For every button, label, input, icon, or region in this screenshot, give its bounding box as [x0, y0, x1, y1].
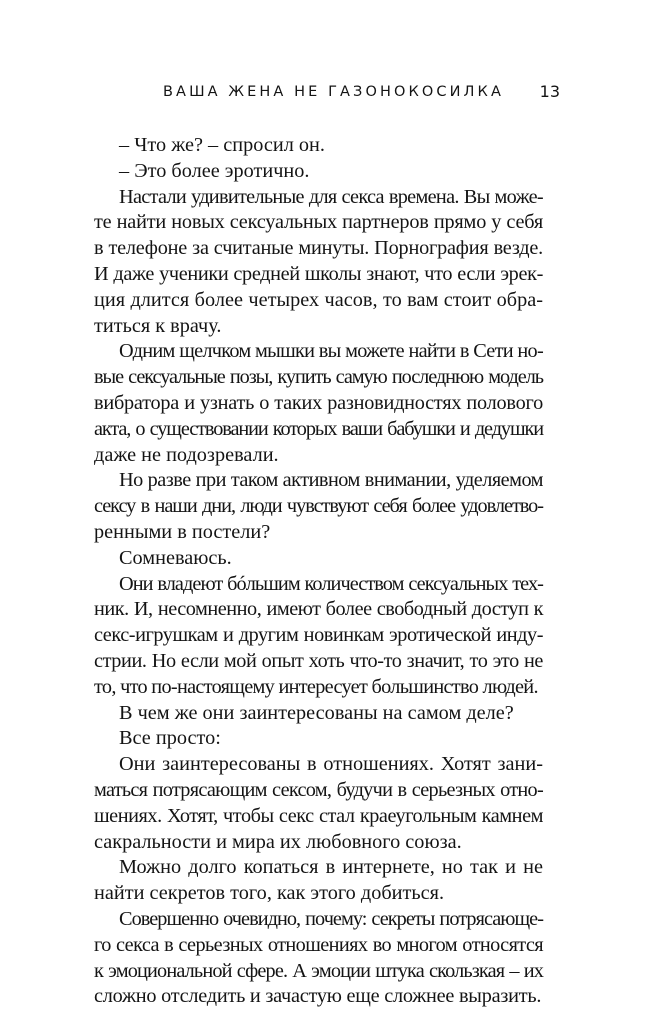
- paragraph: [94, 468, 543, 545]
- page-number: 13: [539, 82, 560, 101]
- body-text: [94, 133, 543, 1010]
- paragraph: [94, 572, 543, 701]
- text-line: найти секретов того, как этого добиться.: [94, 882, 445, 905]
- text-line: к эмоциональной сфере. А эмоции штука скользкая – их: [94, 959, 543, 982]
- paragraph: [94, 855, 543, 907]
- text-line: в телефоне за считаные минуты. Порнография везде.: [94, 237, 543, 260]
- text-line: И даже ученики средней школы знают, что если эрек-: [94, 262, 543, 285]
- text-line: те найти новых сексуальных партнеров прямо у себя: [94, 211, 543, 234]
- text-line: Они заинтересованы в отношениях. Хотят зани-: [119, 753, 543, 776]
- text-line: Одним щелчком мышки вы можете найти в Сети но-: [119, 340, 543, 363]
- text-line: стрии. Но если мой опыт хоть что-то значит, то это не: [94, 649, 543, 672]
- text-line: то, что по-настоящему интересует большинство людей.: [94, 675, 538, 698]
- text-line: сакральности и мира их любовного союза.: [94, 830, 462, 853]
- text-line: Сомневаюсь.: [119, 546, 232, 569]
- paragraph: [94, 752, 543, 855]
- text-line: вибратора и узнать о таких разновидностях полового: [94, 391, 543, 414]
- text-line: го секса в серьезных отношениях во многом относятся: [94, 933, 543, 956]
- text-line: ренными в постели?: [94, 520, 271, 543]
- text-line: акта, о существовании которых ваши бабушки и дедушки: [94, 417, 543, 440]
- text-line: Настали удивительные для секса времена. Вы може-: [119, 185, 543, 208]
- paragraph: [94, 159, 543, 185]
- text-line: сложно отследить и зачастую еще сложнее выразить.: [94, 985, 542, 1008]
- text-line: маться потрясающим сексом, будучи в серьезных отно-: [94, 778, 543, 801]
- paragraph: [94, 726, 543, 752]
- paragraph: [94, 546, 543, 572]
- text-line: секс-игрушкам и другим новинкам эротической инду-: [94, 624, 543, 647]
- text-line: Совершенно очевидно, почему: секреты потрясающе-: [119, 907, 543, 930]
- text-line: шениях. Хотят, чтобы секс стал краеугольным камнем: [94, 804, 543, 827]
- text-line: титься к врачу.: [94, 314, 222, 337]
- paragraph: [94, 185, 543, 340]
- text-line: Но разве при таком активном внимании, уделяемом: [119, 469, 543, 492]
- paragraph: [94, 907, 543, 1010]
- running-head: ВАША ЖЕНА НЕ ГАЗОНОКОСИЛКА: [163, 84, 504, 100]
- text-line: Можно долго копаться в интернете, но так и не: [119, 856, 543, 879]
- paragraph: [94, 339, 543, 468]
- text-line: даже не подозревали.: [94, 443, 279, 466]
- text-line: – Это более эротично.: [119, 159, 310, 182]
- text-line: сексу в наши дни, люди чувствуют себя более удовлетво-: [94, 495, 543, 518]
- paragraph: [94, 701, 543, 727]
- text-line: Все просто:: [119, 727, 221, 750]
- text-line: вые сексуальные позы, купить самую последнюю модель: [94, 366, 543, 389]
- text-line: ция длится более четырех часов, то вам стоит обра-: [94, 288, 543, 311]
- text-line: Они владеют бóльшим количеством сексуальных тех-: [119, 572, 543, 595]
- paragraph: [94, 133, 543, 159]
- text-line: ник. И, несомненно, имеют более свободный доступ к: [94, 598, 543, 621]
- text-line: – Что же? – спросил он.: [119, 134, 325, 156]
- text-line: В чем же они заинтересованы на самом деле?: [119, 701, 514, 724]
